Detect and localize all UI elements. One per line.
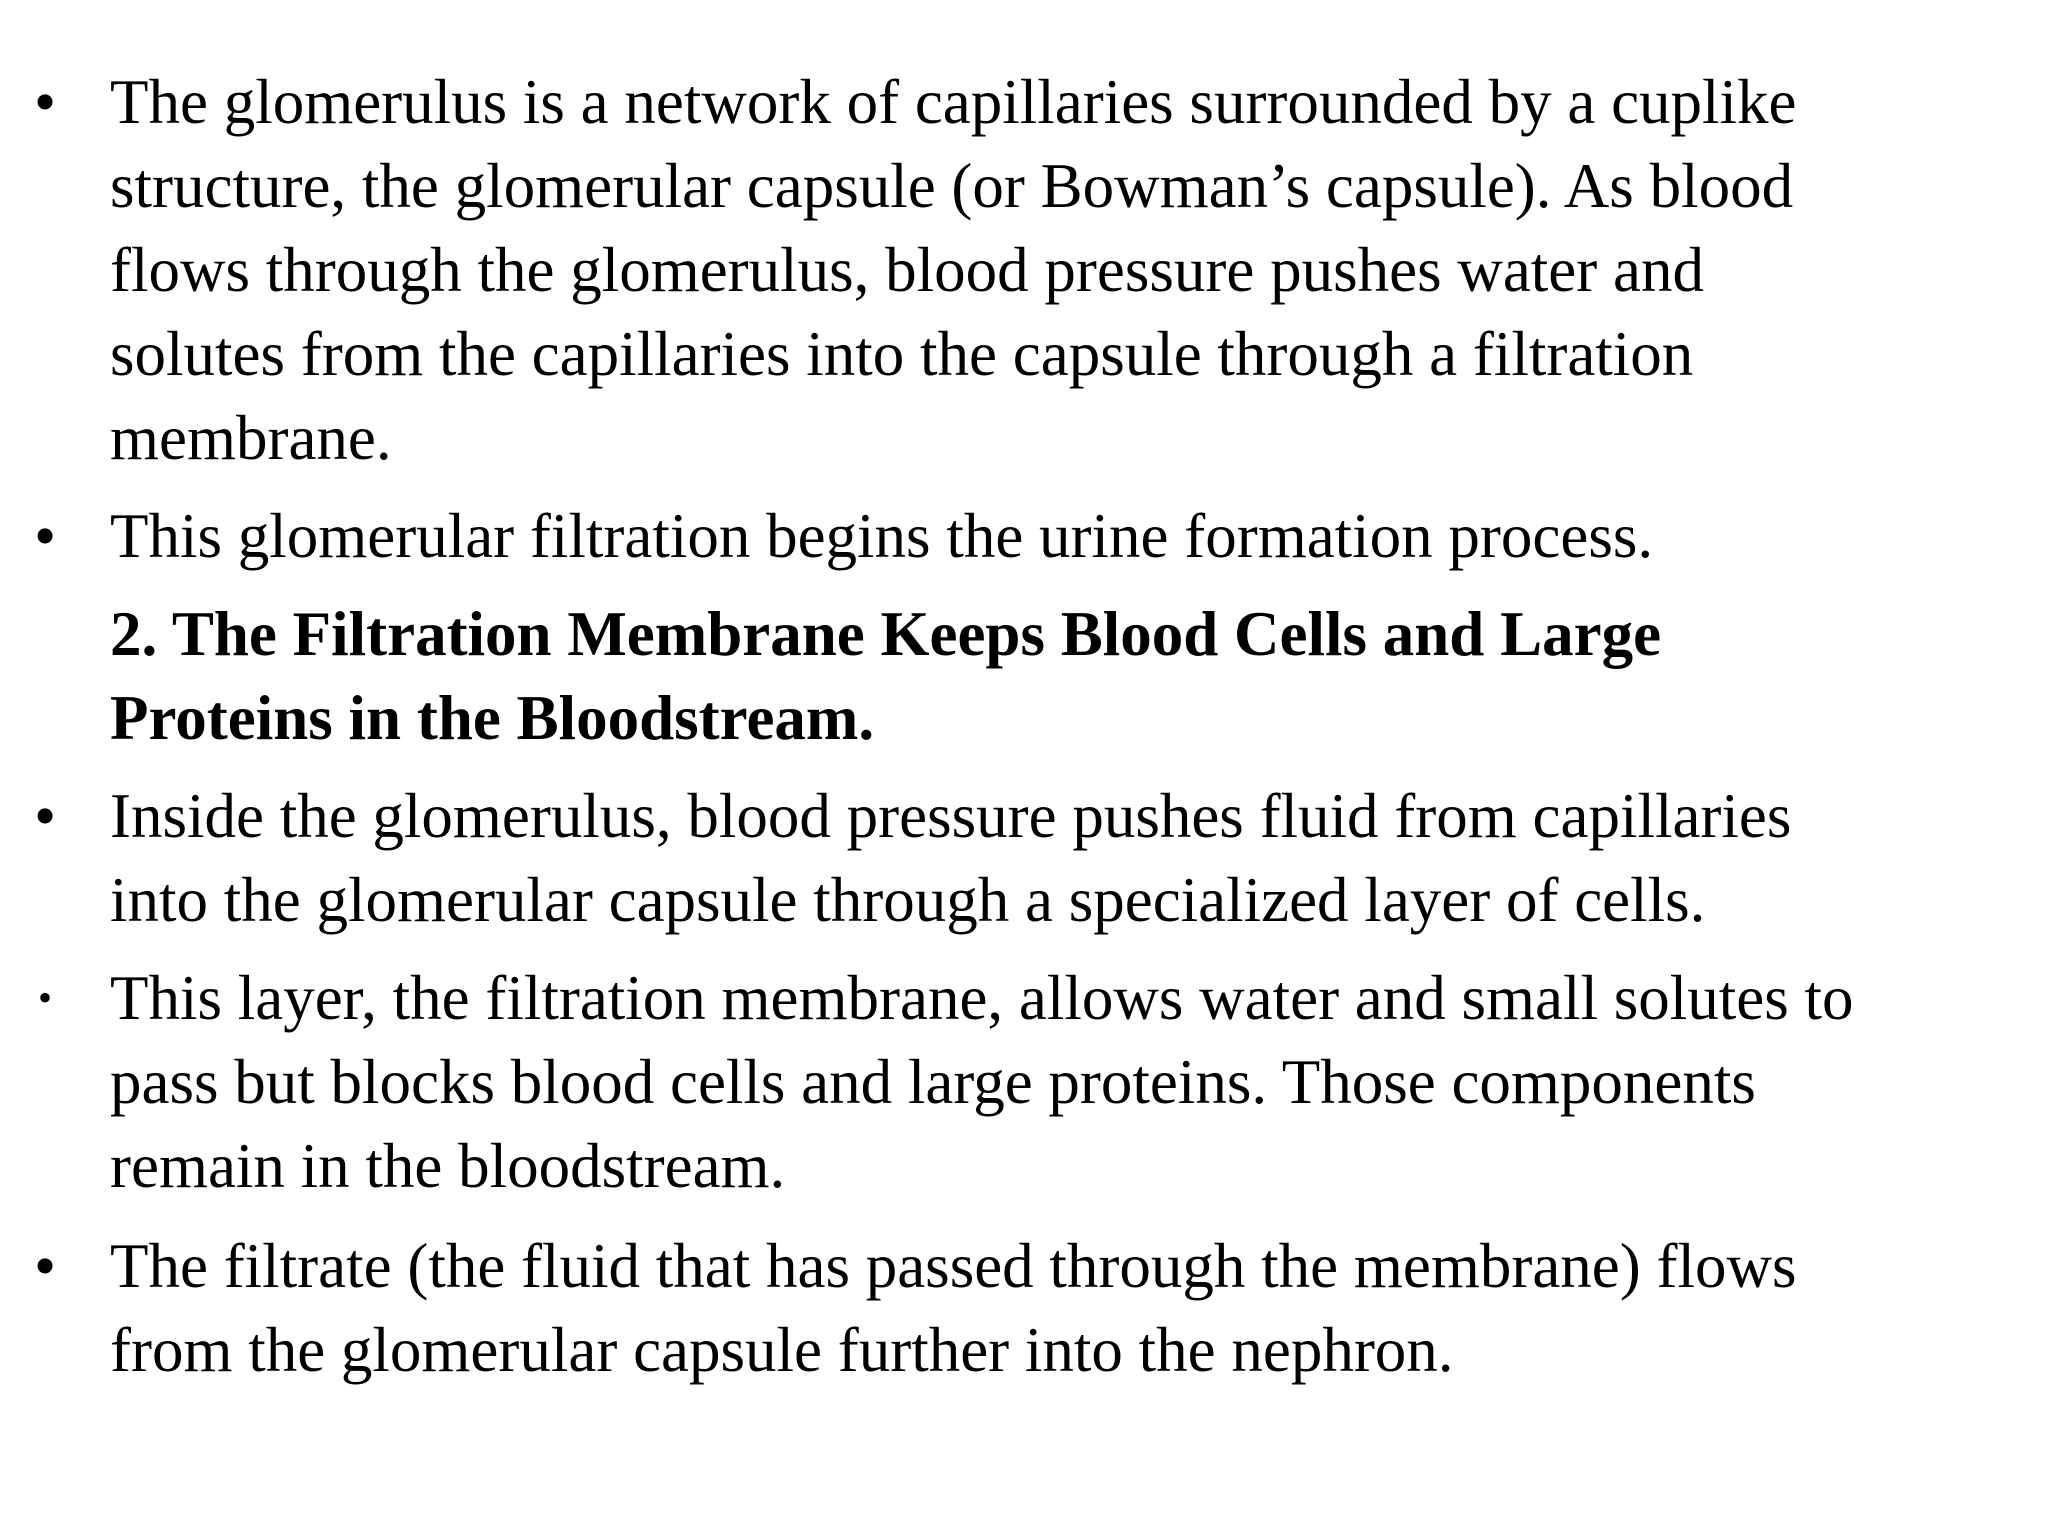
bullet-paragraph-filtration-membrane	[110, 956, 1854, 1208]
bullet-marker: •	[38, 975, 53, 1020]
bullet-marker: •	[34, 1231, 57, 1301]
text-line: from the glomerular capsule further into the nephron.	[110, 1315, 1454, 1385]
bullet-paragraph-inside-glomerulus	[110, 774, 1791, 942]
text-line: This glomerular filtration begins the urine formation process.	[110, 501, 1654, 571]
heading-line: 2. The Filtration Membrane Keeps Blood Cells and Large	[110, 599, 1662, 669]
bullet-marker: •	[34, 67, 57, 137]
text-line: The glomerulus is a network of capillaries surrounded by a cuplike	[110, 67, 1797, 137]
bullet-paragraph-filtrate	[110, 1224, 1796, 1392]
bullet-paragraph-glomerulus	[110, 60, 1797, 480]
text-line: into the glomerular capsule through a specialized layer of cells.	[110, 865, 1706, 935]
bullet-marker: •	[34, 501, 57, 571]
text-line: structure, the glomerular capsule (or Bowman’s capsule). As blood	[110, 151, 1794, 221]
section-heading	[110, 592, 1661, 760]
bullet-marker: •	[34, 781, 57, 851]
text-line: pass but blocks blood cells and large proteins. Those components	[110, 1047, 1756, 1117]
text-line: This layer, the filtration membrane, allows water and small solutes to	[110, 963, 1854, 1033]
text-line: membrane.	[110, 403, 392, 473]
text-line: remain in the bloodstream.	[110, 1131, 786, 1201]
text-line: solutes from the capillaries into the capsule through a filtration	[110, 319, 1694, 389]
text-line: The filtrate (the fluid that has passed through the membrane) flows	[110, 1231, 1797, 1301]
text-line: flows through the glomerulus, blood pressure pushes water and	[110, 235, 1704, 305]
bullet-paragraph-filtration-begins	[110, 494, 1653, 578]
heading-line: Proteins in the Bloodstream.	[110, 683, 875, 753]
text-line: Inside the glomerulus, blood pressure pushes fluid from capillaries	[110, 781, 1792, 851]
